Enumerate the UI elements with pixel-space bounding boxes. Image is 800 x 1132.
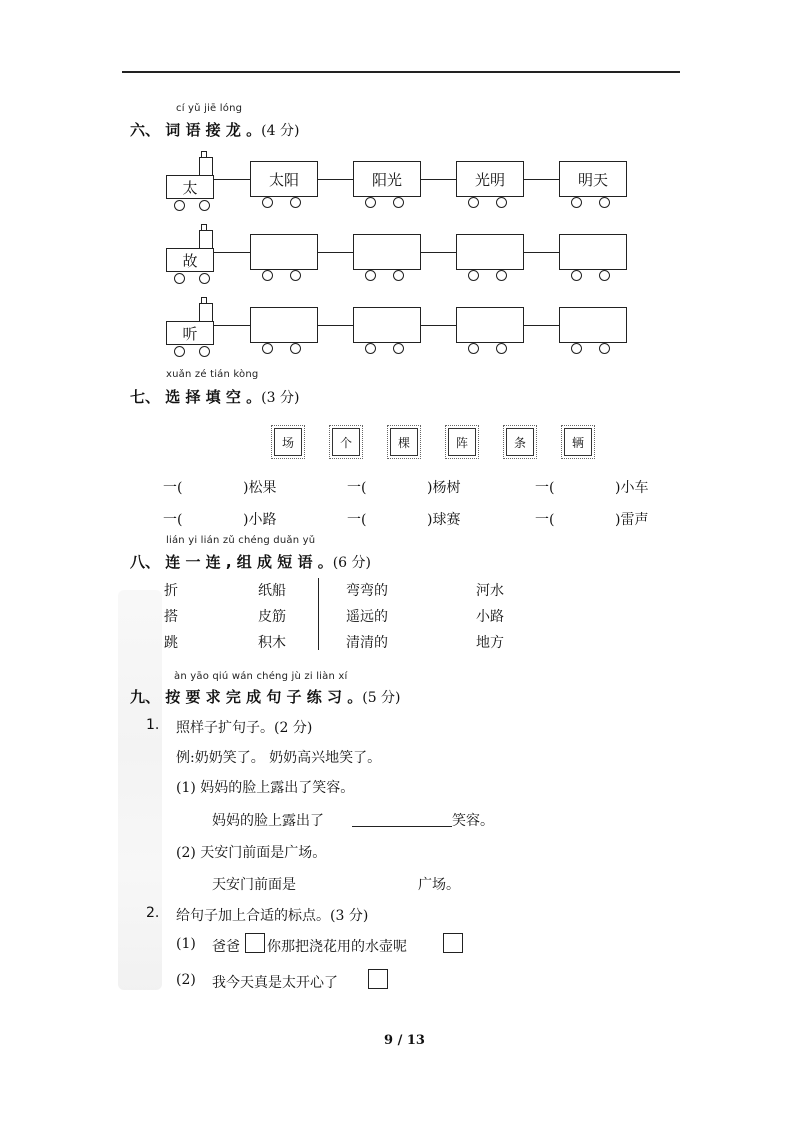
car-wheel [290,197,301,208]
train-link [421,252,456,253]
section6-title [130,119,299,140]
section7-score: (3 分) [261,390,300,406]
q1-1-answer-post: 笑容。 [452,813,494,829]
car-wheel [599,270,610,281]
q1-2-answer-pre: 天安门前面是 [212,877,296,893]
train-car[interactable] [559,234,627,270]
train-car[interactable] [559,307,627,343]
engine-body: 故 [166,248,214,272]
q1-1-answer-pre: 妈妈的脸上露出了 [212,813,324,829]
car-wheel [496,197,507,208]
fill-item-prefix: 一( [535,512,555,528]
car-wheel [571,270,582,281]
train-link [421,179,456,180]
car-wheel [468,343,479,354]
train-link [213,252,250,253]
watermark [118,590,162,990]
fill-item-prefix: 一( [347,480,367,496]
section7-pinyin: xuǎn zé tián kòng [166,369,259,380]
engine-wheel [174,346,185,357]
match-word[interactable]: 皮筋 [258,609,286,625]
car-wheel [290,343,301,354]
train-car: 光明 [456,161,524,197]
train-link [524,325,559,326]
fill-item-suffix: )小路 [243,512,277,528]
q1-1: (1) 妈妈的脸上露出了笑容。 [176,780,355,796]
section8-pinyin: lián yi lián zǔ chéng duǎn yǔ [166,535,316,546]
car-wheel [599,197,610,208]
match-word[interactable]: 小路 [476,609,504,625]
car-wheel [496,270,507,281]
train-car: 太阳 [250,161,318,197]
car-wheel [262,270,273,281]
engine-wheel [199,346,210,357]
fill-item-suffix: )小车 [615,480,649,496]
train-link [318,325,353,326]
train-car: 阳光 [353,161,421,197]
punctuation-box-3[interactable] [368,969,388,989]
match-word[interactable]: 积木 [258,635,286,651]
measure-word-option: 棵 [390,428,418,456]
measure-word-option: 场 [274,428,302,456]
car-wheel [290,270,301,281]
fill-item-suffix: )杨树 [427,480,461,496]
car-wheel [468,197,479,208]
train-car[interactable] [456,307,524,343]
car-wheel [262,343,273,354]
q1-2-answer-post: 广场。 [418,877,460,893]
section9-pinyin: àn yāo qiú wán chéng jù zi liàn xí [174,671,348,682]
match-word[interactable]: 纸船 [258,583,286,599]
train-link [213,325,250,326]
car-wheel [365,270,376,281]
train-car: 明天 [559,161,627,197]
car-wheel [393,197,404,208]
punctuation-box-1[interactable] [245,933,265,953]
section6-pinyin: cí yǔ jiē lóng [176,103,243,114]
car-wheel [365,343,376,354]
section9-title [130,686,401,707]
car-wheel [599,343,610,354]
fill-item-suffix: )球赛 [427,512,461,528]
section9-score: (5 分) [362,690,401,706]
measure-word-option: 条 [506,428,534,456]
car-wheel [496,343,507,354]
q2-label: 2. [146,905,160,921]
q2-1-number: (1) [176,936,196,952]
q2-text: 给句子加上合适的标点。(3 分) [176,908,369,924]
q1-2: (2) 天安门前面是广场。 [176,845,327,861]
fill-item-prefix: 一( [163,512,183,528]
section7-title-text: 七、 选 择 填 空 。 [130,388,262,406]
train-link [524,252,559,253]
measure-word-option: 个 [332,428,360,456]
train-car[interactable] [353,234,421,270]
section6-score: (4 分) [261,123,300,139]
train-link [213,179,250,180]
fill-item-suffix: )松果 [243,480,277,496]
car-wheel [571,197,582,208]
match-word[interactable]: 遥远的 [346,609,388,625]
engine-wheel [174,200,185,211]
train-car[interactable] [456,234,524,270]
section6-title-text: 六、 词 语 接 龙 。 [130,121,262,139]
match-word[interactable]: 地方 [476,635,504,651]
matching-divider [318,578,319,650]
punctuation-box-2[interactable] [443,933,463,953]
q1-label: 1. [146,717,160,733]
match-word[interactable]: 河水 [476,583,504,599]
train-link [318,252,353,253]
car-wheel [571,343,582,354]
measure-word-option: 辆 [564,428,592,456]
car-wheel [365,197,376,208]
car-wheel [468,270,479,281]
engine-wheel [199,200,210,211]
train-car[interactable] [250,307,318,343]
fill-item-prefix: 一( [535,480,555,496]
match-word[interactable]: 清清的 [346,635,388,651]
match-word[interactable]: 跳 [164,635,178,651]
q2-1-text-b: 你那把浇花用的水壶呢 [267,939,407,955]
engine-wheel [174,273,185,284]
match-word[interactable]: 弯弯的 [346,583,388,599]
train-car[interactable] [250,234,318,270]
car-wheel [262,197,273,208]
engine-body: 听 [166,321,214,345]
q2-2-text-a: 我今天真是太开心了 [212,975,338,991]
section8-title [130,551,371,572]
train-link [524,179,559,180]
match-word[interactable]: 搭 [164,609,178,625]
engine-wheel [199,273,210,284]
section8-title-text: 八、 连 一 连 , 组 成 短 语 。 [130,553,333,571]
q1-text: 照样子扩句子。(2 分) [176,720,313,736]
section8-score: (6 分) [332,555,371,571]
engine-body: 太 [166,175,214,199]
fill-item-prefix: 一( [347,512,367,528]
q1-1-blank[interactable] [352,826,452,827]
car-wheel [393,343,404,354]
train-car[interactable] [353,307,421,343]
car-wheel [393,270,404,281]
section7-title [130,386,299,407]
example: 例:奶奶笑了。 奶奶高兴地笑了。 [176,750,382,766]
fill-item-suffix: )雷声 [615,512,649,528]
train-link [421,325,456,326]
measure-word-option: 阵 [448,428,476,456]
train-link [318,179,353,180]
q2-2-number: (2) [176,972,196,988]
section9-title-text: 九、 按 要 求 完 成 句 子 练 习 。 [130,688,363,706]
q2-1-text-a: 爸爸 [212,939,240,955]
fill-item-prefix: 一( [163,480,183,496]
page-number: 9 / 13 [384,1033,425,1048]
match-word[interactable]: 折 [164,583,178,599]
top-rule [122,71,680,73]
